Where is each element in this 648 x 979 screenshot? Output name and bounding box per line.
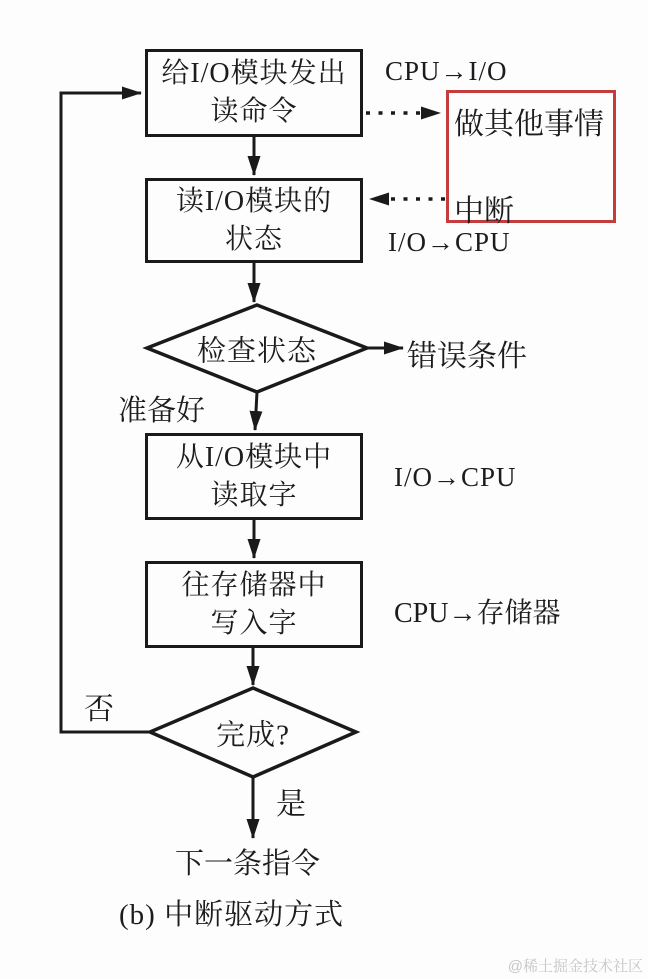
process-write-word-line2: 写入字 bbox=[210, 607, 298, 639]
process-write-word-line1: 往存储器中 bbox=[181, 569, 327, 601]
label-do-other-things: 做其他事情 bbox=[454, 108, 604, 141]
process-read-word bbox=[145, 433, 363, 520]
label-no: 否 bbox=[84, 693, 114, 726]
process-read-word-line2: 读取字 bbox=[210, 479, 298, 511]
label-error-condition: 错误条件 bbox=[407, 340, 527, 373]
label-yes: 是 bbox=[276, 788, 306, 821]
process-write-word bbox=[145, 561, 363, 648]
process-issue-read-command-line1: 给I/O模块发出 bbox=[161, 58, 347, 89]
process-issue-read-command bbox=[145, 49, 363, 137]
label-interrupt: 中断 bbox=[454, 195, 514, 228]
arrow-checkstatus-to-readword bbox=[255, 392, 257, 430]
decision-check-status-label: 检查状态 bbox=[196, 335, 318, 368]
label-next-instruction: 下一条指令 bbox=[175, 848, 321, 880]
watermark: @稀土掘金技术社区 bbox=[507, 958, 643, 975]
label-cpu-to-memory: CPU→存储器 bbox=[394, 598, 561, 629]
process-read-module-status-line2: 状态 bbox=[224, 223, 283, 255]
label-io-to-cpu-top: I/O→CPU bbox=[388, 227, 511, 257]
process-read-word-line1: 从I/O模块中 bbox=[175, 441, 333, 473]
label-io-to-cpu-mid: I/O→CPU bbox=[394, 462, 517, 492]
decision-done-label: 完成? bbox=[216, 719, 290, 752]
label-ready: 准备好 bbox=[118, 395, 206, 427]
process-issue-read-command-line2: 读命令 bbox=[210, 96, 298, 127]
label-cpu-to-io: CPU→I/O bbox=[385, 56, 508, 86]
process-read-module-status-line1: 读I/O模块的 bbox=[175, 185, 333, 217]
figure-caption: (b) 中断驱动方式 bbox=[119, 899, 345, 931]
process-read-module-status bbox=[145, 178, 363, 263]
